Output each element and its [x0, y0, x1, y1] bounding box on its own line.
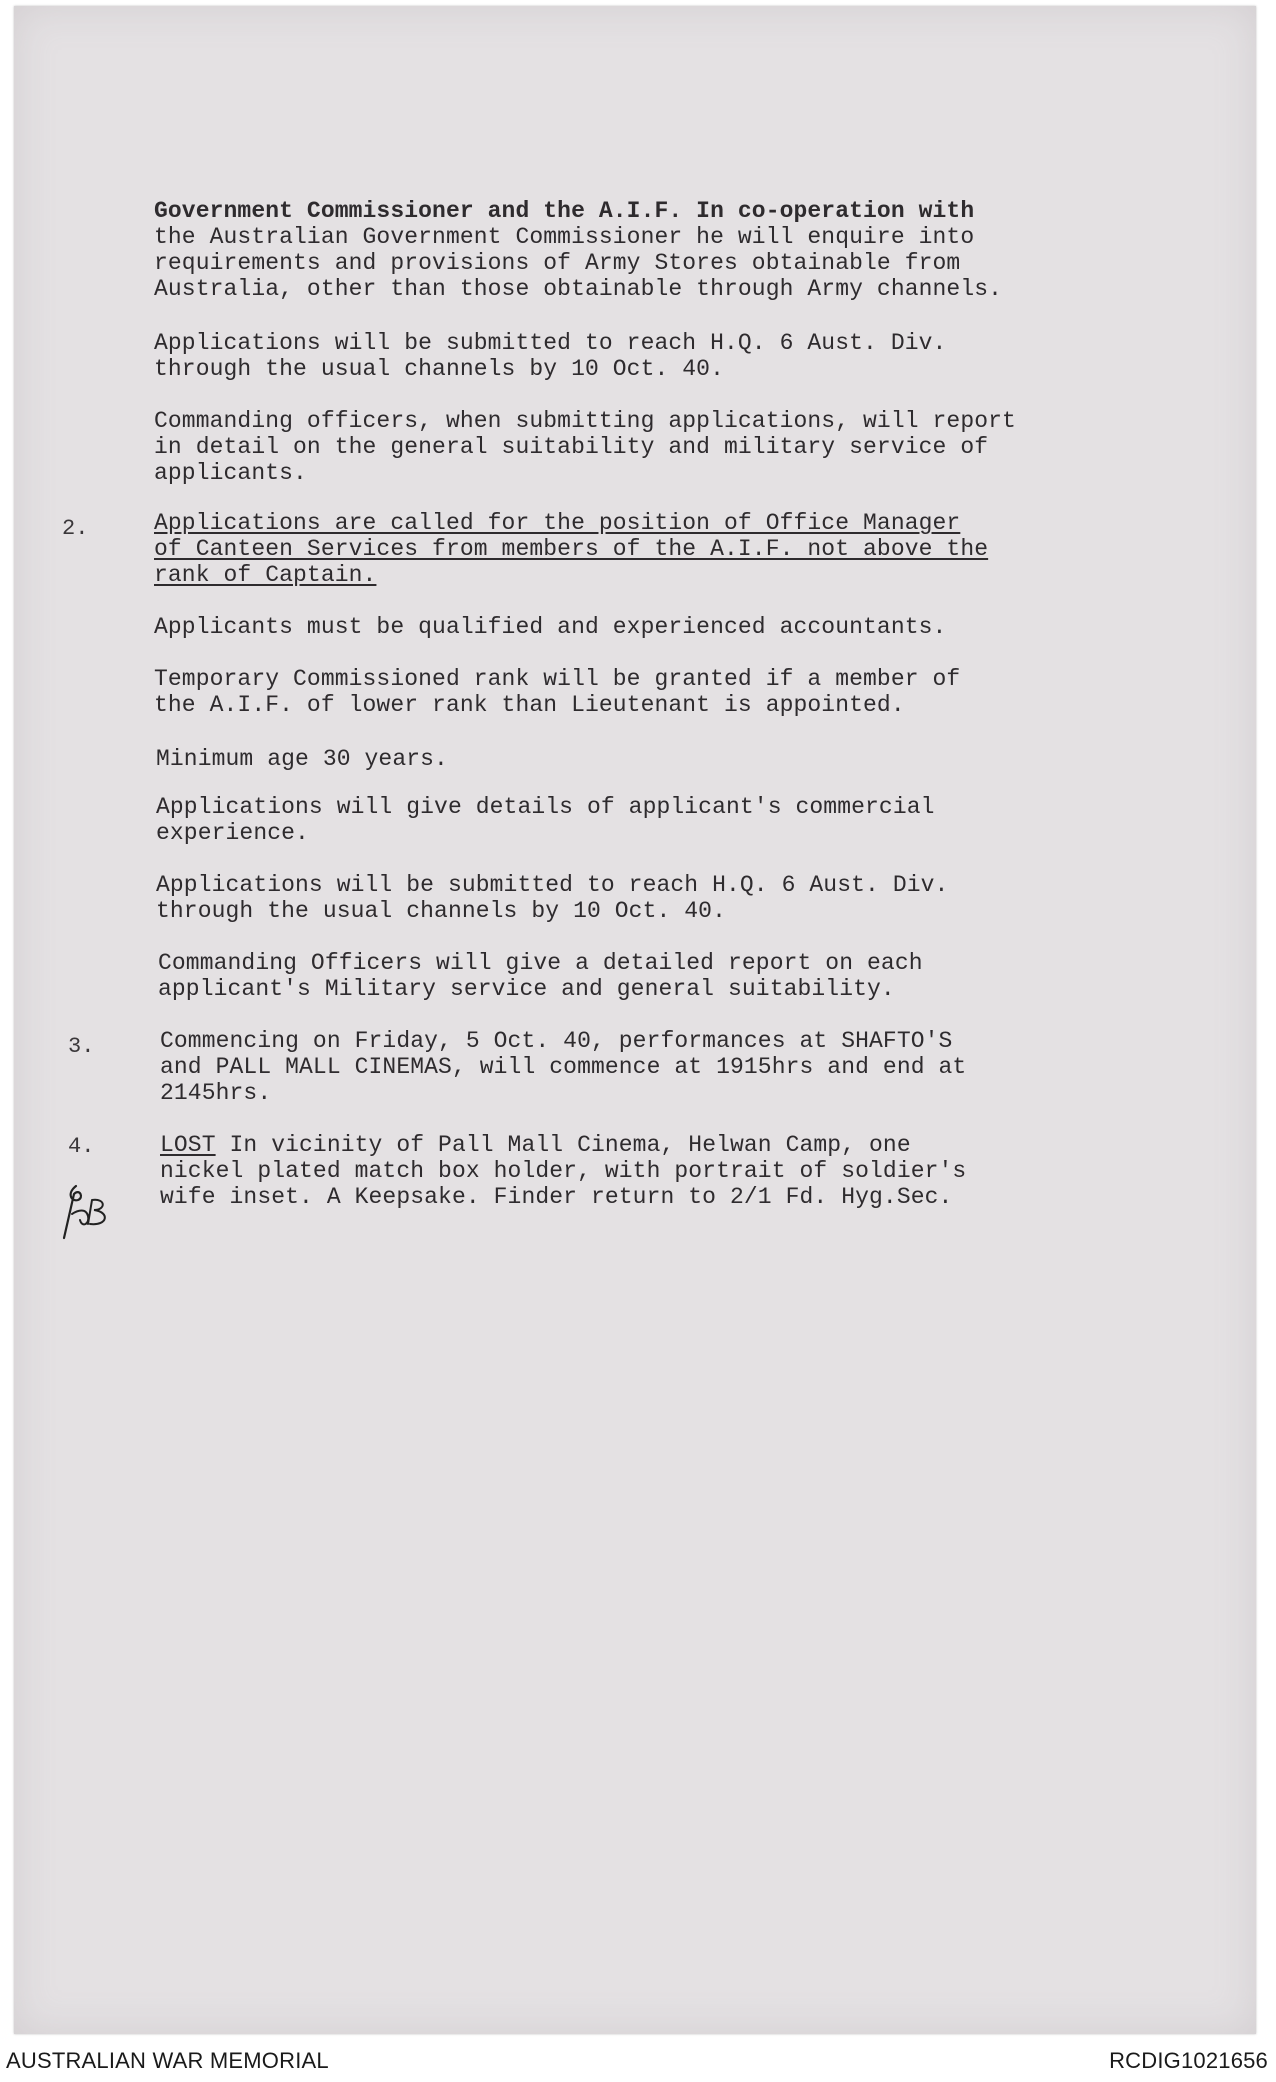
paragraph-minimum-age — [156, 746, 448, 772]
paragraph-commanding-officers — [154, 408, 1016, 486]
handwritten-initials — [58, 1180, 122, 1244]
text-line — [160, 1132, 966, 1158]
text-line: Minimum age 30 years. — [156, 746, 448, 772]
text-line: the A.I.F. of lower rank than Lieutenant is appointed. — [154, 692, 905, 718]
paragraph-continuation — [154, 198, 1002, 302]
text-line: Commanding Officers will give a detailed report on each — [158, 950, 923, 976]
paragraph-applications-deadline-2 — [156, 872, 948, 924]
item-3-cinema-times — [160, 1028, 966, 1106]
footer-institution: AUSTRALIAN WAR MEMORIAL — [6, 2048, 329, 2073]
text-line: Commanding officers, when submitting applications, will report — [154, 408, 1016, 434]
text-line: Temporary Commissioned rank will be granted if a member of — [154, 666, 961, 692]
text-line: applicant's Military service and general suitability. — [158, 976, 895, 1002]
paragraph-detailed-report — [158, 950, 923, 1002]
text-line: Australia, other than those obtainable through Army channels. — [154, 276, 1003, 302]
text-line: in detail on the general suitability and military service of — [154, 434, 989, 460]
text-line: Applications will be submitted to reach H.Q. 6 Aust. Div. — [154, 330, 947, 356]
text-fragment: In vicinity of Pall Mall Cinema, Helwan Camp, one — [215, 1132, 911, 1158]
text-line: through the usual channels by 10 Oct. 40. — [156, 898, 726, 924]
text-line: through the usual channels by 10 Oct. 40. — [154, 356, 724, 382]
text-line: Applications will give details of applicant's commercial — [156, 794, 935, 820]
text-line: nickel plated match box holder, with portrait of soldier's — [160, 1158, 967, 1184]
item-4-lost-notice — [160, 1132, 966, 1210]
text-line: Applications will be submitted to reach H.Q. 6 Aust. Div. — [156, 872, 949, 898]
text-line: Applicants must be qualified and experienced accountants. — [154, 614, 947, 640]
text-line: requirements and provisions of Army Stores obtainable from — [154, 250, 961, 276]
paragraph-temporary-rank — [154, 666, 960, 718]
item-number: 3. — [68, 1034, 95, 1059]
paragraph-qualifications — [154, 614, 946, 640]
document-page — [14, 6, 1256, 2034]
text-line: the Australian Government Commissioner he will enquire into — [154, 224, 975, 250]
paragraph-applications-deadline — [154, 330, 946, 382]
text-line: and PALL MALL CINEMAS, will commence at 1915hrs and end at — [160, 1054, 967, 1080]
lost-label: LOST — [160, 1132, 216, 1158]
text-line: experience. — [156, 820, 309, 846]
item-number: 2. — [62, 516, 89, 541]
item-2-heading — [154, 510, 988, 588]
paragraph-commercial-experience — [156, 794, 935, 846]
text-line: 2145hrs. — [160, 1080, 272, 1106]
item-number: 4. — [68, 1134, 95, 1159]
text-line: rank of Captain. — [154, 562, 377, 588]
text-line: Government Commissioner and the A.I.F. In co-operation with — [154, 198, 975, 224]
text-line: Commencing on Friday, 5 Oct. 40, performances at SHAFTO'S — [160, 1028, 953, 1054]
text-line: of Canteen Services from members of the A.I.F. not above the — [154, 536, 989, 562]
text-line: Applications are called for the position of Office Manager — [154, 510, 961, 536]
footer-record-id: RCDIG1021656 — [1109, 2048, 1268, 2073]
text-line: wife inset. A Keepsake. Finder return to 2/1 Fd. Hyg.Sec. — [160, 1184, 953, 1210]
text-line: applicants. — [154, 460, 307, 486]
